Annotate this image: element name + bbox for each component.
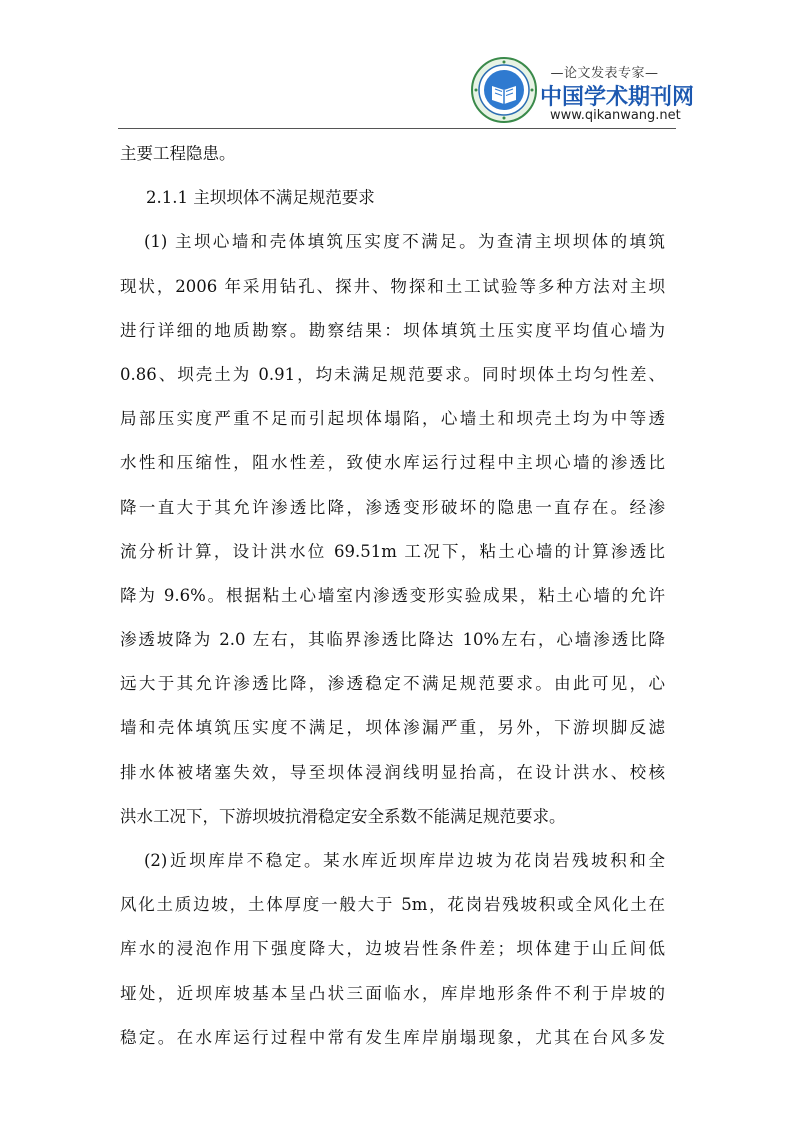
text-line: 远大于其允许渗透比降，渗透稳定不满足规范要求。由此可见，心	[120, 674, 665, 694]
header-divider	[118, 128, 676, 129]
section-heading: 2.1.1 主坝坝体不满足规范要求	[146, 188, 375, 208]
text-line: 水性和压缩性，阻水性差，致使水库运行过程中主坝心墙的渗透比	[120, 453, 665, 473]
text-line: 排水体被堵塞失效，导至坝体浸润线明显抬高，在设计洪水、校核	[120, 762, 665, 782]
text-line: 渗透坡降为 2.0 左右，其临界渗透比降达 10%左右，心墙渗透比降	[120, 630, 665, 650]
text-line: 局部压实度严重不足而引起坝体塌陷，心墙土和坝壳土均为中等透	[120, 409, 665, 429]
text-line: 流分析计算，设计洪水位 69.51m 工况下，粘土心墙的计算渗透比	[120, 541, 665, 561]
text-line: 墙和壳体填筑压实度不满足，坝体渗漏严重，另外，下游坝脚反滤	[120, 718, 665, 738]
paragraph-last-line: 洪水工况下，下游坝坡抗滑稳定安全系数不能满足规范要求。	[120, 806, 566, 826]
paragraph-first-line: (1) 主坝心墙和壳体填筑压实度不满足。为查清主坝坝体的填筑	[144, 232, 665, 252]
text-line: 主要工程隐患。	[120, 144, 236, 163]
text-line: 风化土质边坡，土体厚度一般大于 5m，花岗岩残坡积或全风化土在	[120, 895, 665, 915]
text-line: 库水的浸泡作用下强度降大，边坡岩性条件差；坝体建于山丘间低	[120, 939, 665, 959]
document-body	[120, 132, 665, 1060]
text-line: 进行详细的地质勘察。勘察结果：坝体填筑土压实度平均值心墙为	[120, 320, 665, 340]
text-line: 降一直大于其允许渗透比降，渗透变形破坏的隐患一直存在。经渗	[120, 497, 665, 517]
header-slogan: —论文发表专家—	[550, 66, 659, 81]
book-globe-logo-icon	[470, 56, 538, 124]
text-line: 现状，2006 年采用钻孔、探井、物探和土工试验等多种方法对主坝	[120, 276, 665, 296]
site-brand-name: 中国学术期刊网	[540, 85, 695, 110]
text-line: 垭处，近坝库坡基本呈凸状三面临水，库岸地形条件不利于岸坡的	[120, 983, 665, 1003]
paragraph-first-line: (2)近坝库岸不稳定。某水库近坝库岸边坡为花岗岩残坡积和全	[144, 851, 665, 870]
text-line: 降为 9.6%。根据粘土心墙室内渗透变形实验成果，粘土心墙的允许	[120, 585, 665, 605]
text-line: 0.86、坝壳土为 0.91，均未满足规范要求。同时坝体土均匀性差、	[120, 364, 665, 384]
page-header	[470, 50, 695, 128]
site-url: www.qikanwang.net	[550, 108, 681, 123]
text-line: 稳定。在水库运行过程中常有发生库岸崩塌现象，尤其在台风多发	[120, 1027, 665, 1047]
